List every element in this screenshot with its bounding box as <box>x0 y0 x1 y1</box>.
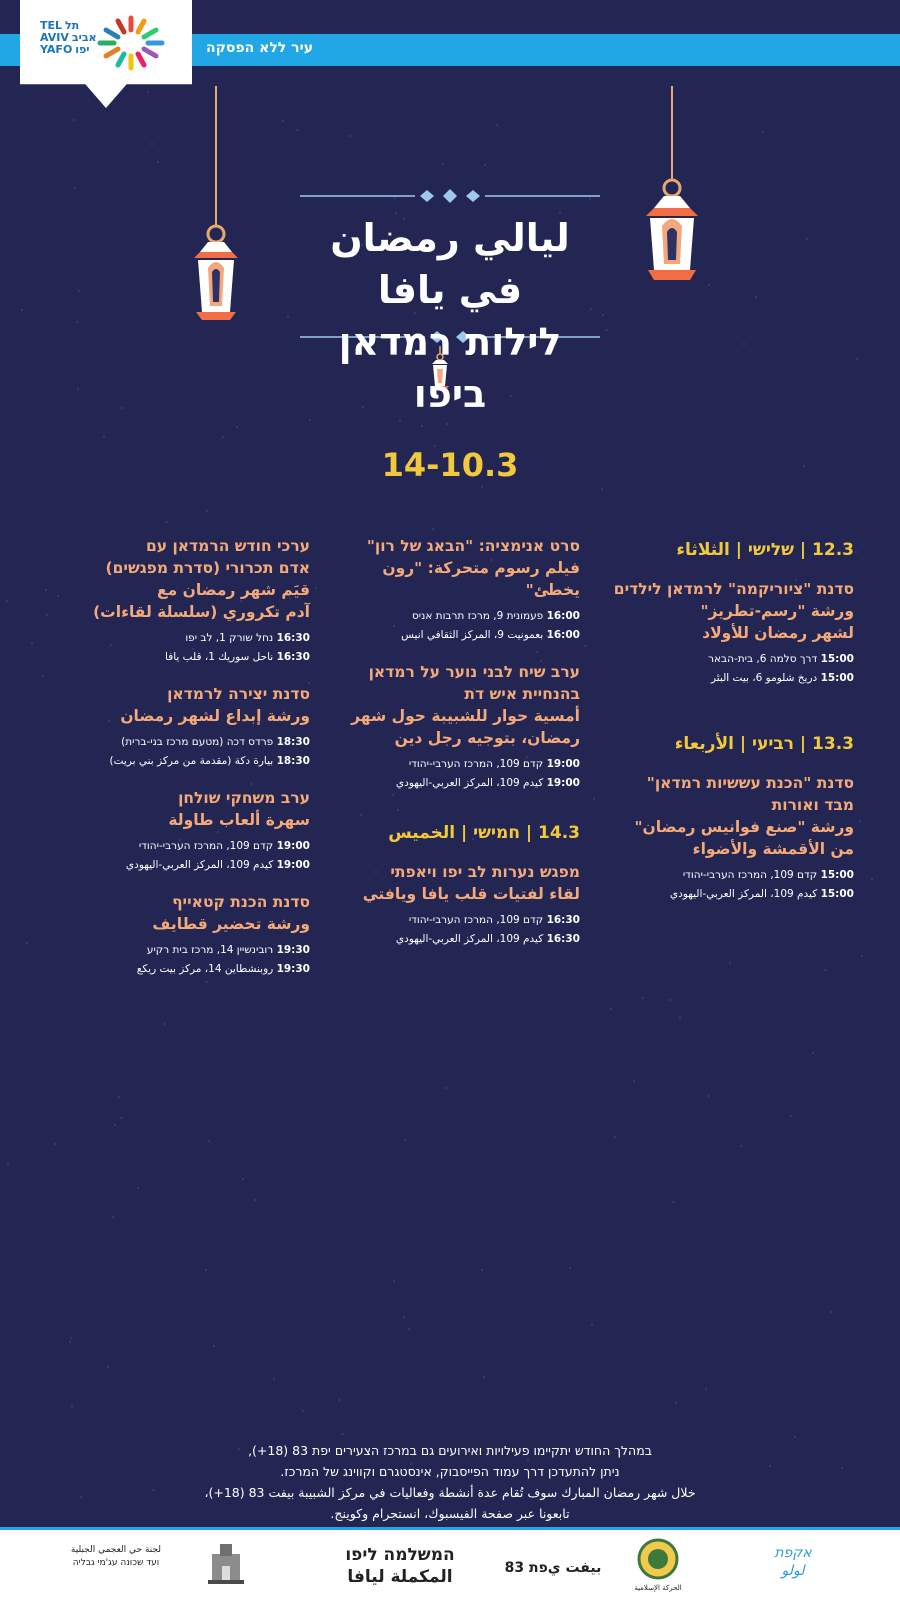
event-title: ערכי חודש הרמדאן עם אדם תכרורי (סדרת מפגשים) قيَم شهر رمضان مع آدم تكروري (سلسلة لقاءات) <box>93 537 310 621</box>
event-title: מפגש נערות לב יפו ויאפתי لقاء لفتيات قلب يافا ويافتي <box>362 863 580 903</box>
background-speck <box>164 1023 166 1025</box>
background-speck <box>614 1136 616 1138</box>
background-speck <box>273 1378 275 1380</box>
background-speck <box>80 1496 82 1498</box>
background-speck <box>6 600 8 602</box>
background-speck <box>481 1269 483 1271</box>
title-hebrew: לילות רמדאן ביפו <box>338 320 562 416</box>
background-speck <box>824 969 826 971</box>
background-speck <box>393 1280 395 1282</box>
page-title <box>300 190 600 420</box>
background-speck <box>606 329 608 331</box>
background-speck <box>205 1269 207 1271</box>
background-speck <box>254 1199 256 1201</box>
background-speck <box>708 284 710 286</box>
background-speck <box>78 290 80 292</box>
day-heading-wednesday: 13.3 | רביעי | الأربعاء <box>674 734 854 754</box>
background-speck <box>602 314 604 316</box>
background-speck <box>7 1163 9 1165</box>
background-speck <box>112 1216 114 1218</box>
event-item <box>330 861 580 949</box>
partner-logos-footer <box>0 1530 900 1600</box>
background-speck <box>222 436 224 438</box>
event-title: סדנת הכנת קטאייף ورشة تحضير قطايف <box>152 893 310 933</box>
background-speck <box>236 426 238 428</box>
event-title: ערב שיח לבני נוער על רמדאן בהנחיית איש דת أمسية حوار للشبيبة حول شهر رمضان، بتوجيه رجل دين <box>351 663 580 747</box>
event-info: 16:00 פעמונית 9, מרכז תרבות אניס 16:00 بعمونيت 9، المركز الثقافي انيس <box>401 610 580 641</box>
partner-logo-yefet-83: بيفت يפת 83 <box>504 1560 602 1576</box>
background-speck <box>315 587 317 589</box>
event-info: 15:00 דרך סלמה 6, בית-הבאר 15:00 دريخ شلومو 6، بيت البئر <box>708 653 854 684</box>
background-speck <box>446 423 448 425</box>
background-speck <box>584 645 586 647</box>
event-title: ערב משחקי שולחן سهرة ألعاب طاولة <box>168 789 310 829</box>
background-speck <box>57 595 59 597</box>
city-logo-text: TEL תל AVIV אביב YAFO יפו <box>40 19 97 56</box>
background-speck <box>71 1405 73 1407</box>
partner-logo-ajami-committee: لجنة حي العجمي الجبلية ועד שכונה עג'מי גבליה <box>70 1545 162 1568</box>
background-speck <box>790 1115 792 1117</box>
background-speck <box>342 1433 344 1435</box>
background-speck <box>593 798 595 800</box>
background-speck <box>70 1337 72 1339</box>
city-logo-burst-icon <box>86 12 176 74</box>
background-speck <box>26 942 28 944</box>
event-info: 16:30 קדם 109, המרכז הערבי-יהודי 16:30 كيدم 109، المركز العربي-اليهودي <box>395 914 580 945</box>
background-speck <box>679 1017 681 1019</box>
background-speck <box>76 321 78 323</box>
background-speck <box>137 1187 139 1189</box>
background-speck <box>77 388 79 390</box>
background-speck <box>107 1366 109 1368</box>
islamic-movement-emblem-icon <box>637 1538 679 1580</box>
background-speck <box>871 878 873 880</box>
background-speck <box>755 296 757 298</box>
background-speck <box>302 1410 304 1412</box>
background-speck <box>42 675 44 677</box>
column-left <box>60 535 310 995</box>
background-speck <box>147 91 149 93</box>
background-speck <box>404 1139 406 1141</box>
background-speck <box>569 1267 571 1269</box>
background-speck <box>166 521 168 523</box>
background-speck <box>633 1080 635 1082</box>
background-speck <box>708 1095 710 1097</box>
background-speck <box>338 1399 340 1401</box>
background-speck <box>743 343 745 345</box>
background-speck <box>69 1341 71 1343</box>
background-speck <box>46 614 48 616</box>
event-info: 15:00 קדם 109, המרכז הערבי-יהודי 15:00 كيدم 109، المركز العربي-اليهودي <box>669 869 854 900</box>
column-middle <box>330 535 580 965</box>
footer-note: במהלך החודש יתקיימו פעילויות ואירועים גם במרכז הצעירים יפת 83 (18+), ניתן להתעדכן דרך עמוד הפייסבוק, אינסטגרם וקווינג של המרכז. خلال شهر رمضان المبارك سوف تُقام عدة أنشطة وفعاليات في مركز الشبيبة بيفت 83 (18+)، تابعونا عبر صفحة الفيسبوك، انستجرام وكوينج. <box>204 1443 696 1521</box>
background-speck <box>794 1436 796 1438</box>
city-slogan: עיר ללא הפסקה <box>206 40 314 56</box>
background-speck <box>806 238 808 240</box>
background-speck <box>445 1087 447 1089</box>
background-speck <box>114 1124 116 1126</box>
background-speck <box>120 1117 122 1119</box>
event-dates: 14-10.3 <box>381 446 519 484</box>
background-speck <box>642 997 644 999</box>
background-speck <box>675 1402 677 1404</box>
event-item <box>330 535 580 645</box>
background-speck <box>103 436 105 438</box>
background-speck <box>157 161 159 163</box>
event-item <box>60 891 310 979</box>
event-item <box>60 683 310 771</box>
column-right <box>610 540 854 920</box>
background-speck <box>812 1052 814 1054</box>
event-item <box>330 661 580 793</box>
background-speck <box>421 425 423 427</box>
lantern-right-icon <box>640 86 704 286</box>
background-speck <box>242 1178 244 1180</box>
event-info: 19:30 רובינשיין 14, מרכז בית רקיע 19:30 روبنشطاين 14، مركز بيت ريكع <box>136 944 310 975</box>
day-heading-thursday: 14.3 | חמישי | الخميس <box>388 823 580 843</box>
background-speck <box>74 187 76 189</box>
background-speck <box>856 358 858 360</box>
partner-logo-school-icon <box>206 1540 246 1588</box>
background-speck <box>282 120 284 122</box>
event-info: 18:30 פרדס דכה (מטעם מרכז בני-ברית) 18:30 بيارة دكة (مقدمة من مركز بني بريت) <box>109 736 310 767</box>
lantern-left-icon <box>186 86 246 326</box>
event-item <box>60 787 310 875</box>
background-speck <box>705 1388 707 1390</box>
background-speck <box>601 488 603 490</box>
event-title: סרט אנימציה: "הבאג של רון" فيلم رسوم متحركة: "رون يخطئ" <box>366 537 580 599</box>
background-speck <box>830 1311 832 1313</box>
partner-logo-mashlama-jaffa: המשלמה ליפו المكملة ليافا <box>345 1545 455 1587</box>
event-item <box>610 772 854 904</box>
background-speck <box>484 164 486 166</box>
background-speck <box>31 642 33 644</box>
background-speck <box>481 486 483 488</box>
partner-logo-islamic-movement: الحركة الإسلامية <box>628 1538 688 1592</box>
background-speck <box>45 589 47 591</box>
background-speck <box>740 1145 742 1147</box>
background-speck <box>855 551 857 553</box>
background-speck <box>399 420 401 422</box>
background-speck <box>151 143 153 145</box>
event-info: 16:30 נחל שורק 1, לב יפו 16:30 ناحل سوريك 1، قلب يافا <box>165 632 310 663</box>
partner-logo-akfat: אקפת لولو <box>774 1545 812 1579</box>
background-speck <box>287 316 289 318</box>
background-speck <box>591 1324 593 1326</box>
background-speck <box>762 131 764 133</box>
background-speck <box>729 962 731 964</box>
background-speck <box>610 1008 612 1010</box>
background-speck <box>408 1328 410 1330</box>
event-item <box>60 535 310 667</box>
background-speck <box>73 119 75 121</box>
event-info: 19:00 קדם 109, המרכז הערבי-יהודי 19:00 كيدم 109، المركز العربي-اليهودي <box>395 758 580 789</box>
title-arabic: ليالي رمضان في يافا <box>330 216 570 312</box>
background-speck <box>21 309 23 311</box>
background-speck <box>296 129 298 131</box>
event-title: סדנת "הכנת עששיות רמדאן" מבד ואורות ورشة "صنع فوانيس رمضان" من الأقمشة والأضواء <box>634 774 854 858</box>
event-title: סדנת יצירה לרמדאן ورشة إبداع لشهر رمضان <box>120 685 310 725</box>
event-title: סדנת "ציוריקמה" לרמדאן לילדים ورشة "رسم-تطريز" لشهر رمضان للأولاد <box>613 580 854 642</box>
background-speck <box>483 1376 485 1378</box>
background-speck <box>861 955 863 957</box>
background-speck <box>841 1467 843 1469</box>
background-speck <box>213 1345 215 1347</box>
background-speck <box>432 528 434 530</box>
background-speck <box>121 407 123 409</box>
background-speck <box>403 1316 405 1318</box>
background-speck <box>859 820 861 822</box>
event-item <box>610 578 854 688</box>
background-speck <box>442 163 444 165</box>
event-info: 19:00 קדם 109, המרכז הערבי-יהודי 19:00 كيدم 109، المركز العربي-اليهودي <box>125 840 310 871</box>
day-heading-tuesday: 12.3 | שלישי | الثلاثاء <box>676 540 854 560</box>
background-speck <box>672 1201 674 1203</box>
background-speck <box>118 1096 120 1098</box>
background-speck <box>349 135 351 137</box>
background-speck <box>208 1140 210 1142</box>
background-speck <box>669 999 671 1001</box>
background-speck <box>206 510 208 512</box>
background-speck <box>496 124 498 126</box>
background-speck <box>54 1143 56 1145</box>
